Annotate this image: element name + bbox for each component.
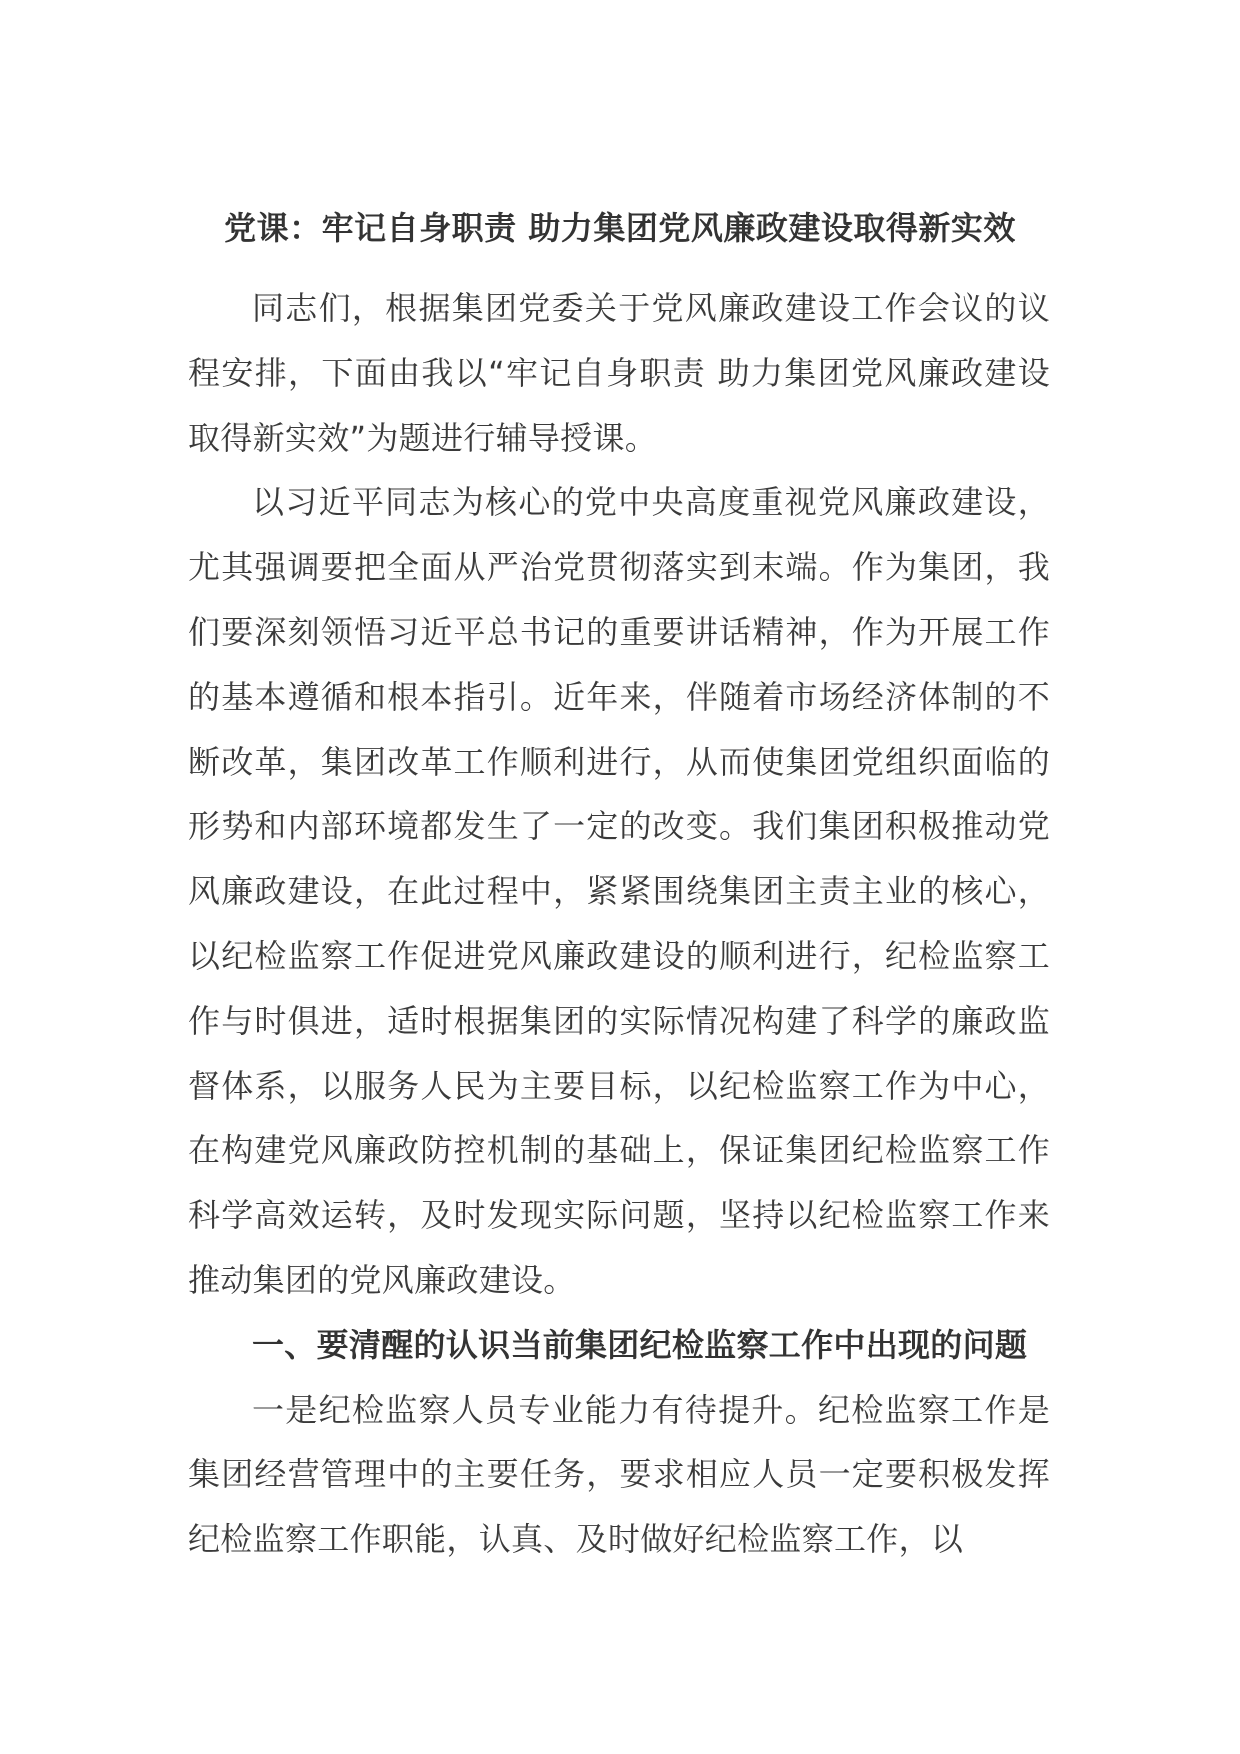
paragraph-intro: 同志们，根据集团党委关于党风廉政建设工作会议的议程安排，下面由我以“牢记自身职责 助力集团党风廉政建设取得新实效”为题进行辅导授课。	[188, 289, 1050, 457]
paragraph-background: 以习近平同志为核心的党中央高度重视党风廉政建设，尤其强调要把全面从严治党贯彻落实到末端。作为集团，我们要深刻领悟习近平总书记的重要讲话精神，作为开展工作的基本遵循和根本指引。近年来，伴随着市场经济体制的不断改革，集团改革工作顺利进行，从而使集团党组织面临的形势和内部环境都发生了一定的改变。我们集团积极推动党风廉政建设，在此过程中，紧紧围绕集团主责主业的核心，以纪检监察工作促进党风廉政建设的顺利进行，纪检监察工作与时俱进，适时根据集团的实际情况构建了科学的廉政监督体系，以服务人民为主要目标，以纪检监察工作为中心，在构建党风廉政防控机制的基础上，保证集团纪检监察工作科学高效运转，及时发现实际问题，坚持以纪检监察工作来推动集团的党风廉政建设。	[188, 483, 1050, 1299]
section-heading: 一、要清醒的认识当前集团纪检监察工作中出现的问题	[252, 1325, 1028, 1364]
paragraph-section-one: 一是纪检监察人员专业能力有待提升。纪检监察工作是集团经营管理中的主要任务，要求相应人员一定要积极发挥纪检监察工作职能，认真、及时做好纪检监察工作，以	[188, 1390, 1050, 1559]
document-title: 党课：牢记自身职责 助力集团党风廉政建设取得新实效	[224, 209, 1016, 247]
document-body	[188, 276, 1050, 1572]
